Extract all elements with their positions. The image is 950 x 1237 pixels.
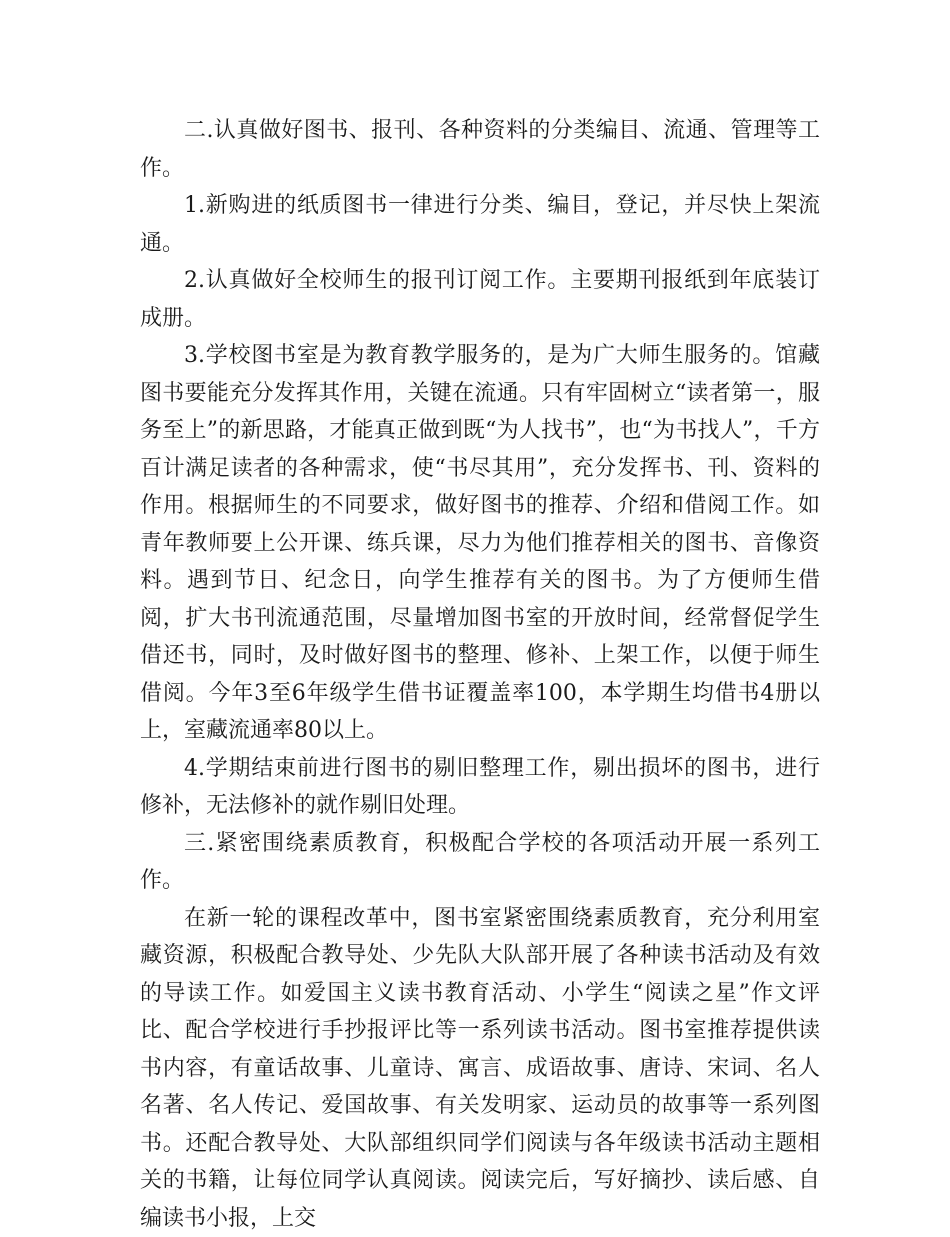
document-body: [140, 112, 820, 1237]
section-heading-two: 二.认真做好图书、报刊、各种资料的分类编目、流通、管理等工作。: [140, 112, 820, 187]
section-heading-three: 三.紧密围绕素质教育，积极配合学校的各项活动开展一系列工作。: [140, 825, 820, 900]
paragraph-item-1: 1.新购进的纸质图书一律进行分类、编目，登记，并尽快上架流通。: [140, 187, 820, 262]
paragraph-item-3: 3.学校图书室是为教育教学服务的，是为广大师生服务的。馆藏图书要能充分发挥其作用，关键在流通。只有牢固树立“读者第一，服务至上”的新思路，才能真正做到既“为人找书”，也“为书找人”，千方百计满足读者的各种需求，使“书尽其用”，充分发挥书、刊、资料的作用。根据师生的不同要求，做好图书的推荐、介绍和借阅工作。如青年教师要上公开课、练兵课，尽力为他们推荐相关的图书、音像资料。遇到节日、纪念日，向学生推荐有关的图书。为了方便师生借阅，扩大书刊流通范围，尽量增加图书室的开放时间，经常督促学生借还书，同时，及时做好图书的整理、修补、上架工作，以便于师生借阅。今年3至6年级学生借书证覆盖率100，本学期生均借书4册以上，室藏流通率80以上。: [140, 337, 820, 750]
paragraph-reading-activities: 在新一轮的课程改革中，图书室紧密围绕素质教育，充分利用室藏资源，积极配合教导处、少先队大队部开展了各种读书活动及有效的导读工作。如爱国主义读书教育活动、小学生“阅读之星”作文评比、配合学校进行手抄报评比等一系列读书活动。图书室推荐提供读书内容，有童话故事、儿童诗、寓言、成语故事、唐诗、宋词、名人名著、名人传记、爱国故事、有关发明家、运动员的故事等一系列图书。还配合教导处、大队部组织同学们阅读与各年级读书活动主题相关的书籍，让每位同学认真阅读。阅读完后，写好摘抄、读后感、自编读书小报，上交: [140, 900, 820, 1237]
paragraph-item-4: 4.学期结束前进行图书的剔旧整理工作，剔出损坏的图书，进行修补，无法修补的就作剔旧处理。: [140, 750, 820, 825]
paragraph-item-2: 2.认真做好全校师生的报刊订阅工作。主要期刊报纸到年底装订成册。: [140, 262, 820, 337]
